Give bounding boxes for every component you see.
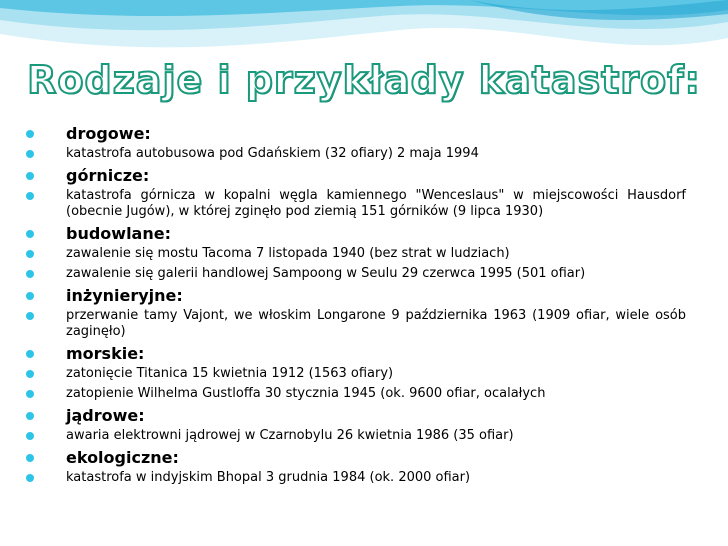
slide-title: Rodzaje i przykłady katastrof: — [27, 58, 701, 102]
example-item: awaria elektrowni jądrowej w Czarnobylu 26 kwietnia 1986 (35 ofiar) — [22, 428, 686, 444]
category-engineering: inżynieryjne: — [22, 286, 686, 306]
category-mining: górnicze: — [22, 166, 686, 186]
category-road: drogowe: — [22, 124, 686, 144]
example-item: katastrofa górnicza w kopalni węgla kamiennego "Wenceslaus" w miejscowości Hausdorf (obecnie Jugów), w której zginęło pod ziemią 151 górników (9 lipca 1930) — [22, 188, 686, 220]
category-ecological: ekologiczne: — [22, 448, 686, 468]
example-item: zawalenie się galerii handlowej Sampoong w Seulu 29 czerwca 1995 (501 ofiar) — [22, 266, 686, 282]
example-item: katastrofa autobusowa pod Gdańskiem (32 ofiary) 2 maja 1994 — [22, 146, 686, 162]
example-item: zatonięcie Titanica 15 kwietnia 1912 (1563 ofiary) — [22, 366, 686, 382]
category-nuclear: jądrowe: — [22, 406, 686, 426]
disaster-list — [22, 124, 686, 490]
example-item: zawalenie się mostu Tacoma 7 listopada 1940 (bez strat w ludziach) — [22, 246, 686, 262]
example-item: przerwanie tamy Vajont, we włoskim Longarone 9 października 1963 (1909 ofiar, wiele osób zaginęło) — [22, 308, 686, 340]
example-item: katastrofa w indyjskim Bhopal 3 grudnia 1984 (ok. 2000 ofiar) — [22, 470, 686, 486]
category-construction: budowlane: — [22, 224, 686, 244]
example-item: zatopienie Wilhelma Gustloffa 30 stycznia 1945 (ok. 9600 ofiar, ocalałych — [22, 386, 686, 402]
category-maritime: morskie: — [22, 344, 686, 364]
